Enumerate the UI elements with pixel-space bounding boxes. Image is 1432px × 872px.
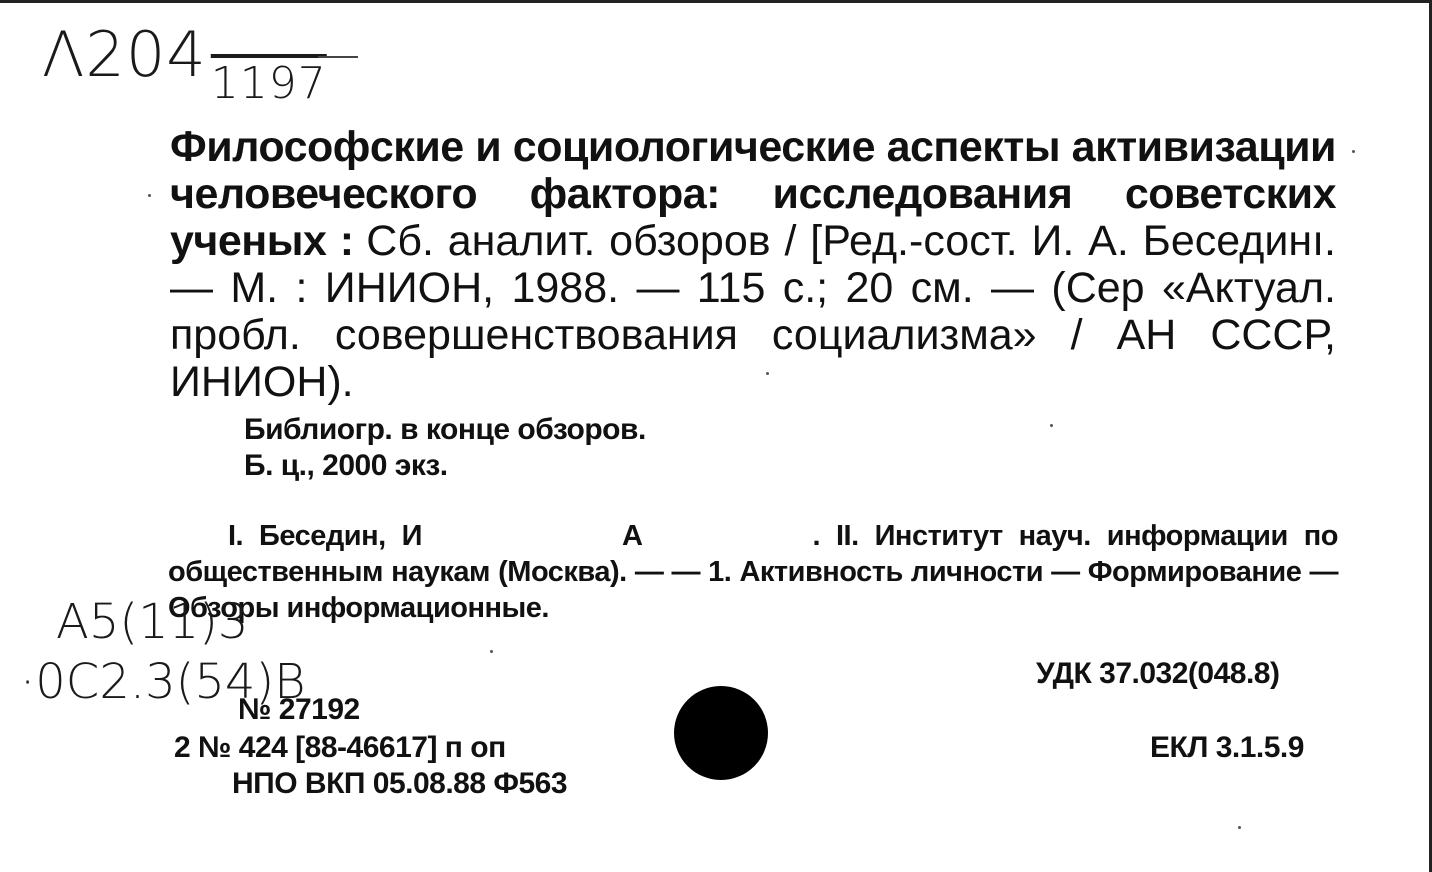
notes-line-2: Б. ц., 2000 экз.: [244, 449, 448, 482]
tracing-part-1: I. Беседин, И: [228, 520, 423, 552]
ekl-code: ЕКЛ 3.1.5.9: [1150, 731, 1304, 764]
handwritten-dash: [318, 56, 358, 58]
title-bold: Философские и социологические аспекты активизации человеческого фактора: исследования советских ученых :: [170, 123, 1336, 265]
tracing-part-2: А: [622, 520, 643, 552]
title-plain: Сб. аналит. обзоров / [Ред.-сост. И. А. Бесединı. — М. : ИНИОН, 1988. — 115 с.; 20 см. — (Сер «Актуал. пробл. совершенствования социализма» / АН СССР, ИНИОН).: [170, 217, 1337, 406]
speck: [148, 194, 151, 197]
handwritten-class-line-1: A5(11)3: [56, 594, 249, 650]
udc-code: УДК 37.032(048.8): [1036, 657, 1280, 690]
handwritten-shelf-mark: [42, 18, 327, 109]
shelf-mark-main: Λ204: [42, 18, 207, 91]
punch-hole: [674, 686, 768, 780]
speck: [1238, 826, 1241, 829]
tracing-part-3: . II. Институт науч. информации по общественным наукам (Москва). — — 1. Активность личности — Формирование — Обзоры информационные.: [168, 520, 1339, 624]
handwritten-class-line-2: ·0C2.3(54)B: [20, 654, 306, 710]
order-line: 2 № 424 [88-46617] п оп: [174, 731, 506, 764]
speck: [1352, 150, 1355, 153]
notes: [244, 412, 646, 484]
card-top-edge: [0, 0, 1432, 3]
speck: [490, 650, 493, 653]
notes-line-1: Библиогр. в конце обзоров.: [244, 413, 646, 446]
speck: [1050, 424, 1053, 427]
shelf-mark-sub: 1197: [210, 58, 327, 109]
tracings: [168, 518, 1338, 626]
speck: [766, 372, 769, 375]
npo-line: НПО ВКП 05.08.88 Ф563: [232, 767, 568, 800]
bibliographic-description: [170, 124, 1336, 406]
card-number: № 27192: [238, 693, 360, 726]
